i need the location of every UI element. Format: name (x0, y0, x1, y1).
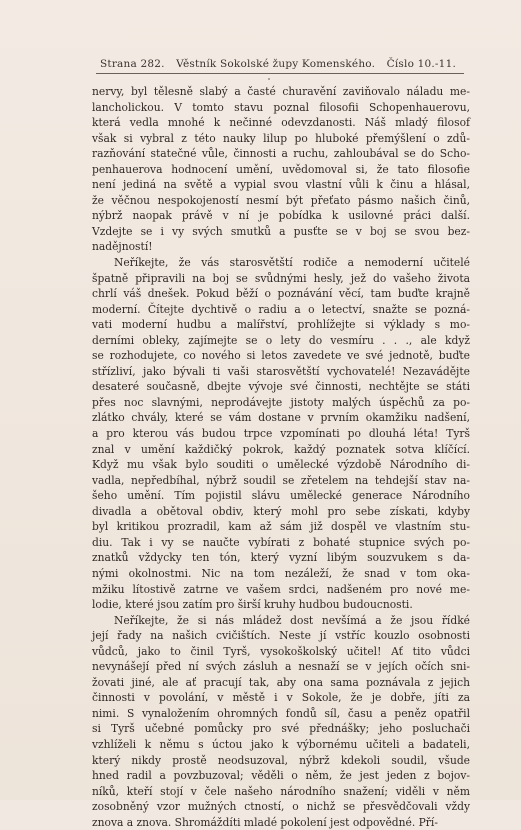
body-text (92, 84, 470, 830)
text-line: níků, kteří stojí v čele našeho národního snažení; viděli v něm (92, 784, 470, 798)
text-line: žovati jiné, ale ať pracují tak, aby ona sama poznávala z jejich (92, 675, 470, 689)
text-line: Vzdejte se i vy svých smutků a pusťte se v boj se svou bez- (92, 224, 470, 238)
running-header (100, 58, 456, 70)
text-line: se rozhodujete, co nového si letos zavedete ve své jednotě, buďte (92, 349, 470, 363)
text-line: vadla, nepředbíhal, nýbrž soudil se zřetelem na tehdejší stav na- (92, 473, 470, 487)
text-line: znatků vždycky ten tón, který vyzní libým souzvukem s da- (92, 551, 470, 565)
text-line: která vedla mnohé k nečinné odevzdanosti. Náš mladý filosof (92, 116, 470, 130)
text-line: znal v umění každičký pokrok, každý poznatek sotva klíčící. (92, 442, 470, 456)
text-line: přes noc slavnými, neprodávejte jistoty malých úspěchů za po- (92, 395, 470, 409)
text-line: chrlí váš dnešek. Pokud běží o poznávání věcí, tam buďte krajně (92, 287, 470, 301)
ornament-dot (268, 78, 270, 80)
paragraph (92, 255, 470, 613)
text-line: vůdců, jako to činil Tyrš, vysokoškolský učitel! Ať tito vůdci (92, 644, 470, 658)
text-line: nimi. S vynaložením ohromných fondů síl, času a peněz opatřil (92, 706, 470, 720)
text-line: však si vybral z této nauky lilup po hluboké přemýšlení o zdů- (92, 131, 470, 145)
text-line: Neříkejte, že vás starosvětští rodiče a nemoderní učitelé (114, 256, 470, 270)
text-line: razňování statečné vůle, činnosti a ruchu, zahloubával se do Scho- (92, 147, 470, 161)
text-line: její řady na našich cvičištích. Neste jí vstříc kouzlo osobnosti (92, 629, 470, 643)
text-line: divadla a obětoval obdiv, který mohl pro sebe získati, kdyby (92, 504, 470, 518)
text-line: šeho umění. Tím pojistil slávu umělecké generace Národního (92, 489, 470, 503)
text-line: a pro kterou vás budou trpce vzpomínati po dlouhá léta! Tyrš (92, 427, 470, 441)
text-line: Když mu však bylo souditi o umělecké výzdobě Národního di- (92, 458, 470, 472)
text-line: činnosti v povolání, v městě i v Sokole, že je dobře, jíti za (92, 691, 470, 705)
text-line: diu. Tak i vy se naučte vybírati z bohaté stupnice svých po- (92, 535, 470, 549)
text-line: nadějností! (92, 240, 153, 254)
text-line: hned radil a povzbuzoval; věděli o něm, že jest jeden z bojov- (92, 769, 470, 783)
text-line: moderní. Čítejte dychtivě o radiu a o letectví, snažte se pozná- (92, 302, 470, 316)
text-line: střízliví, jako bývali ti vaši starosvětští vychovatelé! Nezavádějte (92, 364, 470, 378)
text-line: vati moderní hudbu a malířství, prohlížejte si výklady s mo- (92, 318, 470, 332)
paragraph (92, 84, 470, 255)
text-line: nými okolnostmi. Nic na tom nezáleží, že snad v tom oka- (92, 566, 470, 580)
text-line: byl kritikou prozradil, kam až sám již dospěl ve vlastním stu- (92, 520, 470, 534)
text-line: zlátko chvály, které se vám dostane v prvním okamžiku nadšení, (92, 411, 470, 425)
text-line: nervy, byl tělesně slabý a časté churavění zaviňovalo náladu me- (92, 85, 470, 98)
text-line: si Tyrš učebné pomůcky pro své přednášky; jeho posluchači (92, 722, 470, 736)
issue-number: Číslo 10.-11. (386, 58, 456, 70)
page-number: Strana 282. (100, 58, 165, 70)
text-line: znova a znova. Shromáždíti mladé pokolení jest odpovědné. Pří- (92, 815, 438, 829)
text-line: desateré současně, dbejte vývoje své činnosti, nechtějte se státi (92, 380, 470, 394)
text-line: derními obleky, zajímejte se o lety do vesmíru . . ., ale když (92, 333, 470, 347)
text-line: který nikdy prostě neodsuzoval, nýbrž kdekoli soudil, všude (92, 753, 470, 767)
text-line: nevynášejí před ní svých zásluh a nesnaží se v jejích očích sni- (92, 660, 470, 674)
text-line: že věčnou nespokojeností nesmí být přeťato pásmo našich činů, (92, 193, 470, 207)
text-line: Neříkejte, že si nás mládež dost nevšímá a že jsou řídké (114, 613, 470, 627)
text-line: není jediná na světě a vypial svou vlastní vůli k činu a hlásal, (92, 178, 470, 192)
paragraph (92, 613, 470, 830)
text-line: zosobněný vzor mužných ctností, o nichž se přesvědčovali vždy (92, 800, 470, 814)
text-line: mžiku lítostivě zatrne ve vašem srdci, nadšeném pro nové me- (92, 582, 470, 596)
text-line: lodie, které jsou zatím pro širší kruhy hudbou budoucnosti. (92, 598, 413, 612)
text-line: špatně připravili na boj se svůdnými hesly, jež do vašeho života (92, 271, 470, 285)
journal-title: Věstník Sokolské župy Komenského. (176, 58, 376, 70)
text-line: penhauerova hodnocení umění, uvědomoval si, že tato filosofie (92, 162, 470, 176)
text-line: lancholickou. V tomto stavu poznal filosofii Schopenhauerovu, (92, 100, 470, 114)
text-line: nýbrž naopak právě v ní je pobídka k usilovné práci další. (92, 209, 470, 223)
text-line: vzhlíželi k němu s úctou jako k výbornému učiteli a badateli, (92, 737, 470, 751)
header-rule (96, 73, 464, 74)
